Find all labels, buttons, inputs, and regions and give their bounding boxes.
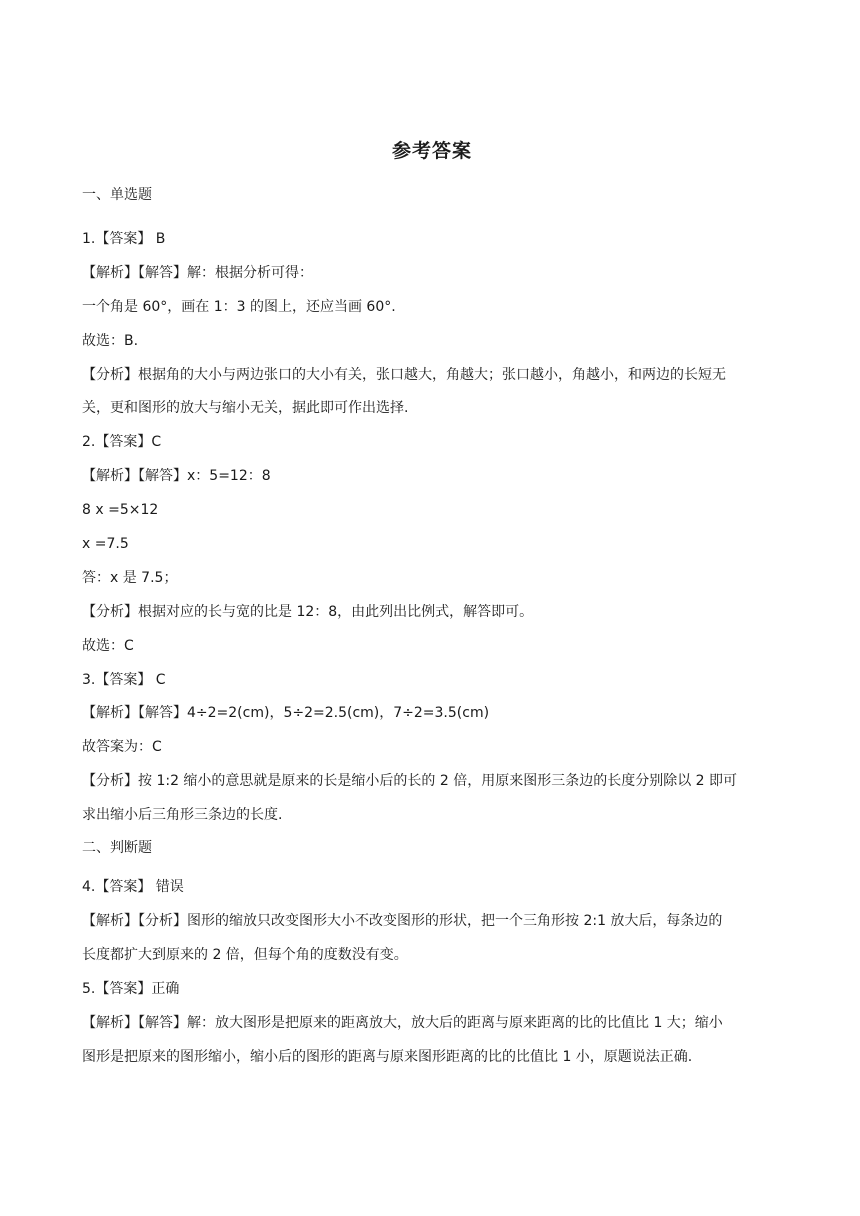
q2-result: 答：x 是 7.5； bbox=[82, 570, 178, 586]
q2-explanation: 【分析】根据对应的长与宽的比是 12：8，由此列出比例式，解答即可。 bbox=[82, 604, 534, 620]
q4-answer: 4.【答案】 错误 bbox=[82, 879, 184, 895]
q1-choice: 故选：B. bbox=[82, 333, 139, 349]
q3-explanation-cont: 求出缩小后三角形三条边的长度. bbox=[82, 807, 283, 823]
q1-analysis: 【解析】【解答】解：根据分析可得： bbox=[82, 265, 313, 281]
q2-step-1: 8 x =5×12 bbox=[82, 502, 159, 518]
q5-answer: 5.【答案】正确 bbox=[82, 981, 180, 997]
q1-answer: 1.【答案】 B bbox=[82, 231, 166, 247]
q5-analysis-cont: 图形是把原来的图形缩小，缩小后的图形的距离与原来图形距离的比的比值比 1 小，原题说法正确. bbox=[82, 1049, 693, 1065]
q3-analysis: 【解析】【解答】4÷2=2(cm)，5÷2=2.5(cm)，7÷2=3.5(cm) bbox=[82, 705, 490, 721]
q4-analysis-cont: 长度都扩大到原来的 2 倍，但每个角的度数没有变。 bbox=[82, 947, 408, 963]
q2-analysis: 【解析】【解答】x：5=12：8 bbox=[82, 468, 271, 484]
section-heading-judgement: 二、判断题 bbox=[82, 840, 152, 856]
q1-explanation-cont: 关，更和图形的放大与缩小无关，据此即可作出选择. bbox=[82, 400, 409, 416]
q1-explanation: 【分析】根据角的大小与两边张口的大小有关，张口越大，角越大；张口越小，角越小，和两边的长短无 bbox=[82, 367, 726, 383]
section-heading-single-choice: 一、单选题 bbox=[82, 187, 152, 203]
q2-step-2: x =7.5 bbox=[82, 536, 129, 552]
q5-analysis: 【解析】【解答】解：放大图形是把原来的距离放大，放大后的距离与原来距离的比的比值比 1 大；缩小 bbox=[82, 1015, 723, 1031]
q3-answer: 3.【答案】 C bbox=[82, 672, 166, 688]
q3-choice: 故答案为：C bbox=[82, 739, 162, 755]
q4-analysis: 【解析】【分析】图形的缩放只改变图形大小不改变图形的形状，把一个三角形按 2:1 放大后，每条边的 bbox=[82, 913, 723, 929]
page-title: 参考答案 bbox=[391, 140, 472, 162]
q1-analysis-line: 一个角是 60°，画在 1：3 的图上，还应当画 60°. bbox=[82, 299, 396, 315]
q3-explanation: 【分析】按 1:2 缩小的意思就是原来的长是缩小后的长的 2 倍，用原来图形三条边的长度分别除以 2 即可 bbox=[82, 773, 738, 789]
q2-choice: 故选：C bbox=[82, 638, 134, 654]
q2-answer: 2.【答案】C bbox=[82, 434, 162, 450]
